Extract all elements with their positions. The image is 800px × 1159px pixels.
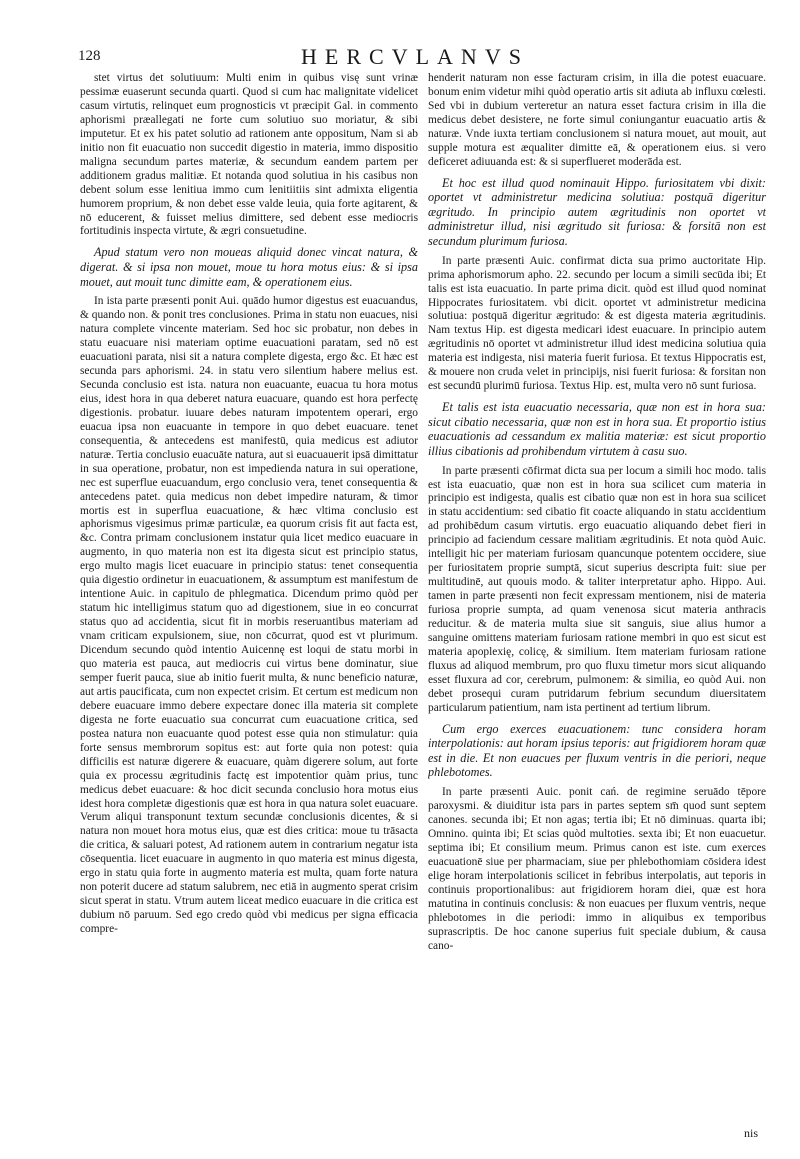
- right-column-paragraph: In parte præsenti Auic. ponit cań. de regimine seruādo tēpore paroxysmi. & diuiditur ista pars in partes septem sm̄ quod sunt septem canones. secunda ibi; Et non agas; tertia ibi; Et nō diminuas. quarta ibi; Omnino. quinta ibi; Et scias quòd multoties. sexta ibi; Et non euacuetur. septima ibi; Et consilium meum. Primus canon est iste. cum exerces euacuationē siue per pharmaciam, siue per phlebothomiam cōsidera idest elige horam interpolationis scilicet in febribus interpolatis, aut teporis in continuis proportionalibus: aut frigidiorem horam diei, quæ est hora matutina in continuis conclusis: & non euacues per fluxum ventris, neque phlebotomes in die periodi: immo in aliquibus ex temporibus suprascriptis. De hoc canone superius fuit speciale dubium, & causa cano-: [428, 786, 766, 952]
- right-column-paragraph: In parte præsenti cōfirmat dicta sua per locum a simili hoc modo. talis est ista euacuatio, quæ non est in hora sua scilicet cum materia in principio est indigesta, qualis est cibatio quæ non est in hora sua scilicet in statu accidentium: sed cibatio fit coacte aliquando in statu accidentium ad prohibēdum casum virtutis. ergo euacuatio aliquando debet fieri in principio ad faciendum cessare malitiam ægritudinis. Et nota quòd Auic. intelligit hic per materiam furiosam quancunque potentem occidere, siue per furiositatem proprie sumptā, sicut superius descripta fuit: siue per multitudinē, aut quouis modo. & taliter interpretatur apho. Hippo. Aui. tamen in parte præsenti non fecit expressam mentionem, nisi de materia furiosa proprie sumpta, ad quam venenosa sicut materia anthracis reducitur. & de materia multa siue sit sanguis, siue alius humor a sanguine omittens materiam furiosam ratione membri in quo est sicut est materia apoplexię, colicę, & similium. Item materiam furiosam ratione fluxus ad aliquod membrum, pro quo fluxu timetur mors sicut aliquando esset fluxura ad cor, cerebrum, pulmonem: & similia, eo quòd Aui. non debet prosequi curam putridarum febrium secundum diuersitatem particularum patientium, nam ista pertinent ad tertium librum.: [428, 464, 766, 714]
- left-column-lemma: Apud statum vero non moueas aliquid donec vincat natura, & digerat. & si ipsa non mouet, moue tu hora motus eius: & si ipsa mouet, aut mouit tunc dimitte eam, & operationem eius.: [80, 245, 418, 289]
- right-column-lemma: Et talis est ista euacuatio necessaria, quæ non est in hora sua: sicut cibatio necessaria, quæ non est in hora sua. Et proportio istius euacuationis ad cessandum ex malitia materiæ: est sicut proportio illius cibationis ad prohibendum virtutem à casu suo.: [428, 400, 766, 458]
- text-columns: [80, 72, 766, 1144]
- running-title: HERCVLANVS: [301, 44, 529, 69]
- right-column-paragraph: henderit naturam non esse facturam crisim, in illa die potest euacuare. bonum enim videtur mihi quòd operatio artis sit adiuta ab influxu cœlesti. Sed vbi in dubium verteretur an natura esset factura crisim in illa die medicus debet desistere, ne forte simul coniungantur euacuatio artis & naturæ. Vnde iuxta tertiam conclusionem si natura mouet, aut mouit, aut supple motura est æqualiter dimitte eā, & operationem eius. si vero deficeret adiuuanda est: & si superflueret moderāda est.: [428, 72, 766, 168]
- left-column-paragraph: In ista parte præsenti ponit Aui. quādo humor digestus est euacuandus, & quando non. & ponit tres conclusiones. Prima in statu non euacues, nisi natura complete vincente materiam. Sed hoc sic probatur, non debes in statu euacuare nisi materiam optime euacuationi paratam, sed nō est euacuationi parata, nisi sit a natura complete digesta, ergo &c. Et hæc est secunda pars aphorismi. 24. in statu vero silentium habere melius est. Secunda conclusio est ista. natura non euacuante, euacua tu hora motus eius, idest hora in qua deberet natura euacuare, quando est hora perfectę digestionis. probatur. iuuare debes naturam impotentem operari, ergo euacua ipsa non euacuante in tempore in quo debet euacuare. tenet consequentia, & antecedens est manifestū, quia medicus est adiutor naturæ. Tertia conclusio euacuāte natura, aut si euacuauerit ipsā dimittatur in sua operatione, probatur, non est impedienda natura in sui operatione, nec est superflue euacuandum, ergo conclusio vera, tenet consequentia & antecedens patet. quia medicus non debet impedire naturam, & timor mortis est in superflua euacuatione, & hæc vltima conclusio est aphorismus vigesimus primæ particulæ, ea quorum crisis fit aut facta est, &c. Contra primam conclusionem instatur quia licet medico euacuare in augmento, in quo materia non est ita digesta sicut est principio status, ergo multo magis licet euacuare in principio status: tenet consequentia quia digestio ordinetur in euacuationem, & assumptum est manifestum de intentione Auic. in capitulo de phlegmatica. Dicendum primo quòd per statum hic intelligimus statum quo ad digestionem, siue in eo concurrat status quo ad accidentia, sicut fit in morbis reseruantibus materiam ad vnam criticam expulsionem, siue, non cōcurrat, quod est vt plurimum. Dicendum secundo quòd intentio Auicennę est loqui de statu morbi in quo materia est pauca, aut mediocris cui virtus bene dominatur, siue semper fuerit pauca, siue ab initio fuerit multa, & nunc beneficio naturæ, aut artis paucificata, cum non expectet crisim. Et certum est medicum non debere euacuare immo debere expectare donec illa materia sit complete digesta ne forte euacuatio sua concurrat cum euacuatione critica, sed postea natura non euacuante quod potest esse quia non stimulatur: quia forte sensus membrorum sopitus est: aut forte quia non potest: quia difficilis est naturæ digerere & euacuare, quàm digerere solum, aut forte quia ex processu ægritudinis factę est impotentior quàm prius, tunc medicus debet euacuare: & hoc dicit secunda conclusio hora motus eius idest hora completæ digestionis quæ est hora in qua natura solet euacuare. Verum aliqui transponunt textum secundæ conclusionis dicentes, & si natura non mouet hora motus eius, quæ est dies critica: moue tu trāsacta die critica, & saluari potest, Ad rationem autem in contrarium negatur ista cōsequentia. licet euacuare in augmento in quo materia est minus digesta, ergo in statu quia forte in augmento materia est multa, quam forte natura non poterit ducere ad statum salubrem, nec etiā in augmento sperat crisim sicut sperat in statu. Vtrum autem liceat medico euacuare in die critica est dubium nō paruum. Sed ego credo quòd vbi medicus per signa efficacia compre-: [80, 295, 418, 936]
- right-column-paragraph: In parte præsenti Auic. confirmat dicta sua primo auctoritate Hip. prima aphorismorum apho. 22. secundo per locum a simili secūda ibi; Et talis est ista euacuatio. In parte prima dicit. quòd est illud quod nominat Hippocrates furiositatem. vbi dicit. oportet vt administretur medicina solutiua: postquā digeritur ægritudo: & est digesta materia ægritudinis. Nam textus Hip. est digesta medicari idest euacuare. In principio autem ægritudinis nō oportet vt administretur illud idest medicina solutiua quia materia est indigesta, nisi materia fuerit furiosa. Et textus Hippocratis est, & mouere non cruda velet in principijs, nisi fuerit furiosa: & forsitan non est secundū plurimū furiosa. Textus Hip. est, multa vero nō sunt furiosa.: [428, 254, 766, 393]
- left-column-paragraph: stet virtus det solutiuum: Multi enim in quibus visę sunt vrinæ pessimæ euaserunt secunda quarti. Quod si cum hac malignitate videlicet casum virtutis, relinquet eum prognosticis vt præcipit Gal. in commento aphorismi præallegati ne forte cum solutiuo suo moriatur, & sibi imputetur. Et ex his patet solutio ad rationem ante oppositum, Nam si ab initio non fit euacuatio non succedit digestio in materia, immo dispositio maligna secundum partes materiæ, & secundum eandem partem per additionem gradus malitiæ. Et notanda quod solutiua in his casibus non debent solum esse lenitiua immo cum lenitiitiis sint admixta eligentia humorem proprium, & non debet esse valde leuia, quia forte agitarent, & nō educerent, & fuisset melius dimittere, sed debent esse mediocris fortitudinis inspecta virtute, & ægri consuetudine.: [80, 72, 418, 238]
- running-head: [78, 44, 752, 70]
- page-number: 128: [78, 48, 101, 64]
- left-column: [80, 72, 418, 1144]
- right-column: [428, 72, 766, 1144]
- right-column-lemma: Et hoc est illud quod nominauit Hippo. furiositatem vbi dixit: oportet vt administretur medicina solutiua: postquā digeritur ægritudo. In principio autem ægritudinis non oportet vt administretur illud, nisi ægritudo sit furiosa: & forsitā non est secundum plurimum furiosa.: [428, 175, 766, 249]
- right-column-lemma: Cum ergo exerces euacuationem: tunc considera horam interpolationis: aut horam ipsius teporis: aut frigidiorem horam quæ est in die. Et non euacues per fluxum ventris in die periori, neque phlebotomes.: [428, 721, 766, 780]
- catchword: nis: [743, 1126, 758, 1140]
